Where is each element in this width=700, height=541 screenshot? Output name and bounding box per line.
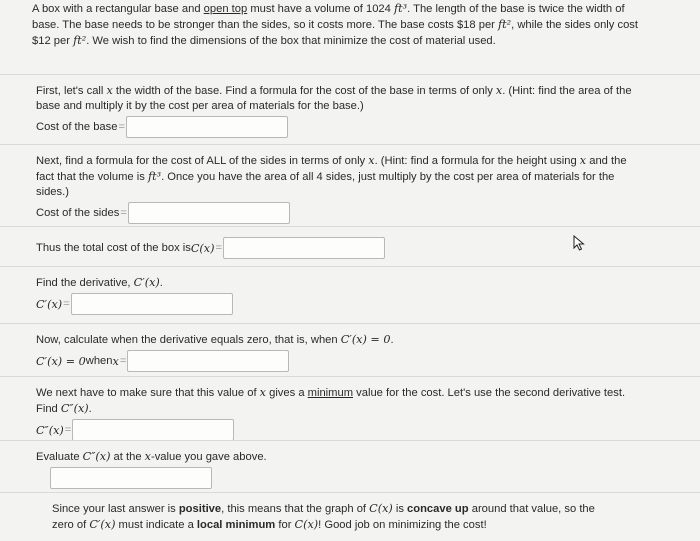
math-c-prime: C′(x) <box>89 518 116 531</box>
conclusion-part: ! Good job on minimizing the cost! <box>318 519 487 531</box>
prompt-text: . (Hint: find a formula for the height using <box>374 155 580 167</box>
equals-sign: = <box>119 354 127 367</box>
answer-row <box>36 202 636 224</box>
prompt-text: Find the derivative, <box>36 277 134 289</box>
problem-text: must have a volume of 1024 <box>247 3 394 15</box>
prompt-text: value for the cost. Let's use the second derivative test. Find <box>36 387 626 415</box>
prompt-text: . (Hint: find the area of the base and multiply it by the cost per area of materials for the base.) <box>36 85 632 112</box>
answer-row <box>36 350 636 372</box>
cost-of-sides-input[interactable] <box>128 202 290 224</box>
question-derivative <box>0 266 700 315</box>
equals-sign: = <box>63 297 70 310</box>
math-x: x <box>259 386 266 399</box>
answer-label: C′(x) <box>36 297 63 311</box>
prompt-text: First, let's call <box>36 85 107 97</box>
math-x: x <box>112 354 119 368</box>
prompt-text: Now, calculate when the derivative equals zero, that is, when <box>36 334 341 346</box>
answer-row <box>36 293 636 315</box>
math-x: x <box>495 84 503 97</box>
answer-row <box>36 237 636 259</box>
unit-cubic-feet: ft³ <box>393 2 408 15</box>
problem-text: . The length of the base is twice the width of base. The base needs to be stronger than the sides, so it costs more. The base costs $18 per <box>32 3 625 31</box>
problem-text: . We wish to find the dimensions of the box that minimize the cost of material used. <box>86 35 496 47</box>
critical-x-input[interactable] <box>127 350 289 372</box>
answer-label: Cost of the base <box>36 120 118 133</box>
unit-square-feet: ft² <box>498 18 512 31</box>
answer-row <box>36 116 636 138</box>
question-prompt <box>36 83 636 114</box>
problem-statement <box>32 1 652 49</box>
conclusion-part: for <box>275 519 295 531</box>
total-cost-input[interactable] <box>223 237 385 259</box>
question-prompt <box>36 275 636 291</box>
prompt-text: . <box>88 403 92 415</box>
prompt-text: and the fact that the volume is <box>36 155 627 183</box>
math-c-of-x: C(x) <box>369 502 393 515</box>
prompt-text: Next, find a formula for the cost of ALL of the sides in terms of only <box>36 155 369 167</box>
open-top-link[interactable]: open top <box>203 3 248 15</box>
conclusion-part: Since your last answer is <box>52 503 179 515</box>
equals-sign: = <box>64 423 72 436</box>
unit-square-feet: ft² <box>73 34 87 47</box>
prompt-text: the width of the base. Find a formula for the cost of the base in terms of only <box>112 85 496 97</box>
bold-concave-up: concave up <box>407 503 469 515</box>
math-c-double-prime: C″(x) <box>60 402 89 415</box>
mouse-pointer-icon <box>573 235 587 251</box>
math-x: x <box>106 84 113 97</box>
answer-label: C′(x) = 0 <box>36 354 86 368</box>
problem-text: A box with a rectangular base and <box>32 3 204 15</box>
answer-label: C″(x) <box>36 423 64 437</box>
question-second-derivative <box>0 376 700 441</box>
evaluate-input[interactable] <box>50 467 212 489</box>
bold-local-minimum: local minimum <box>196 519 276 531</box>
math-x: x <box>144 450 151 463</box>
question-evaluate-second-derivative <box>0 440 700 489</box>
problem-text: , while the sides only cost $12 per <box>32 19 638 47</box>
prompt-text: We next have to make sure that this value of <box>36 387 260 399</box>
question-cost-of-sides <box>0 144 700 224</box>
conclusion-part: must indicate a <box>115 519 197 531</box>
equals-sign: = <box>118 120 126 133</box>
answer-label: Cost of the sides <box>36 206 120 219</box>
bold-positive: positive <box>178 503 222 515</box>
conclusion <box>0 492 700 533</box>
question-critical-point <box>0 323 700 372</box>
prompt-text: gives a <box>265 387 308 399</box>
question-cost-of-base <box>0 74 700 138</box>
answer-label: Thus the total cost of the box is <box>36 241 191 254</box>
prompt-text: at the <box>110 451 145 463</box>
math-c-of-x: C(x) <box>190 241 215 255</box>
cost-of-base-input[interactable] <box>126 116 288 138</box>
math-c-prime: C′(x) <box>133 276 160 289</box>
second-derivative-input[interactable] <box>72 419 234 441</box>
prompt-text: . <box>390 334 394 346</box>
minimum-link[interactable]: minimum <box>307 387 354 399</box>
question-prompt <box>36 332 636 348</box>
conclusion-part: , this means that the graph of <box>221 503 370 515</box>
equals-sign: = <box>215 241 223 254</box>
prompt-text: Evaluate <box>36 451 83 463</box>
answer-row <box>36 467 636 489</box>
conclusion-part: around that value, so the zero of <box>52 503 595 531</box>
math-c-prime-zero: C′(x) = 0 <box>340 333 391 346</box>
prompt-text: . Once you have the area of all 4 sides, just multiply by the cost per area of materials for the sides.) <box>36 171 615 198</box>
math-c-of-x: C(x) <box>294 518 319 531</box>
unit-cubic-feet: ft³ <box>147 170 162 183</box>
answer-row <box>36 419 636 441</box>
conclusion-part: is <box>392 503 408 515</box>
question-prompt <box>36 153 636 200</box>
question-total-cost <box>0 226 700 259</box>
math-c-double-prime: C″(x) <box>82 450 111 463</box>
derivative-input[interactable] <box>71 293 233 315</box>
conclusion-text <box>52 501 612 533</box>
math-x: x <box>368 154 375 167</box>
equals-sign: = <box>120 206 127 219</box>
math-x: x <box>579 154 587 167</box>
prompt-text: . <box>159 277 163 289</box>
question-prompt <box>36 449 636 465</box>
prompt-text: -value you gave above. <box>150 451 267 463</box>
answer-label: when <box>85 354 113 367</box>
question-prompt <box>36 385 636 417</box>
